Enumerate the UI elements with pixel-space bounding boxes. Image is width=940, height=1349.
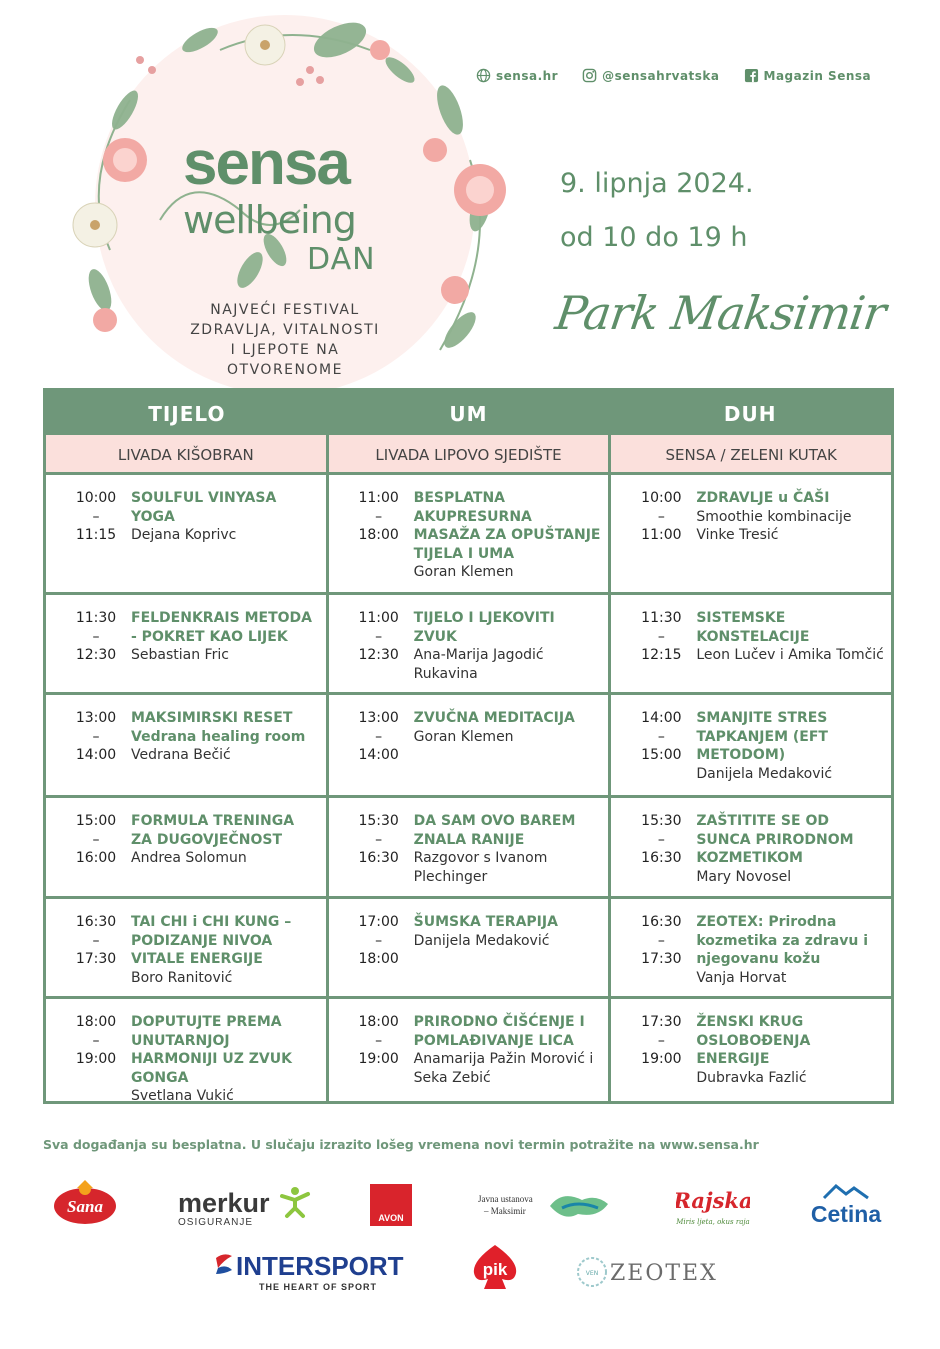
session-end-time: 14:00 (358, 747, 399, 763)
schedule-cell (611, 695, 891, 795)
time-separator: – (375, 728, 383, 745)
merkur-logo-text: merkur (178, 1188, 270, 1218)
facebook-icon (744, 68, 759, 83)
schedule-cell (611, 475, 891, 592)
time-separator: – (657, 831, 665, 848)
time-separator: – (375, 1032, 383, 1049)
session-end-time: 12:30 (75, 647, 117, 663)
session-presenter: Anamarija Pažin Morović i Seka Zebić (413, 1051, 594, 1086)
time-separator: – (92, 831, 100, 848)
session-end-time: 15:00 (641, 747, 682, 763)
sponsor-sana-logo (52, 1180, 118, 1230)
time-separator: – (92, 932, 100, 949)
schedule-cell (46, 999, 329, 1103)
session-start-time: 15:00 (75, 813, 117, 829)
schedule-cell (611, 595, 891, 692)
cetina-logo-text: Cetina (810, 1201, 882, 1226)
social-link-label: sensa.hr (496, 68, 559, 83)
schedule-row (46, 695, 891, 798)
pik-logo-text: pik (482, 1260, 508, 1279)
schedule-cell (611, 798, 891, 896)
session-presenter: Goran Klemen (413, 728, 514, 745)
session-title: DA SAM OVO BAREM ZNALA RANIJE (413, 813, 576, 848)
session-time (344, 609, 414, 682)
social-link-facebook[interactable] (744, 68, 872, 83)
session-presenter: Leon Lučev i Amika Tomčić (696, 647, 884, 663)
session-info (696, 812, 885, 886)
schedule-row (46, 999, 891, 1103)
time-separator: – (657, 932, 665, 949)
rajska-logo-graphic (676, 1186, 750, 1230)
session-title: FELDENKRAIS METODA - POKRET KAO LIJEK (131, 610, 312, 645)
pik-logo-graphic (470, 1243, 520, 1291)
session-presenter: Vanja Horvat (696, 969, 787, 986)
rajska-logo-subtext: Miris ljeta, okus raja (676, 1218, 750, 1226)
sponsor-maksimir-logo (478, 1188, 614, 1228)
tagline-line: OTVORENOME (227, 362, 343, 378)
session-presenter: Dejana Koprivc (131, 527, 237, 543)
session-time (61, 609, 131, 682)
session-presenter: Dubravka Fazlić (696, 1069, 807, 1086)
session-end-time: 17:30 (641, 951, 682, 967)
session-end-time: 19:00 (358, 1051, 399, 1067)
session-end-time: 14:00 (75, 747, 117, 763)
session-presenter: Mary Novosel (696, 868, 792, 885)
time-separator: – (92, 508, 100, 525)
venue-livada-kisobran: LIVADA KIŠOBRAN (46, 435, 329, 472)
session-start-time: 13:00 (75, 710, 117, 726)
session-info (696, 489, 885, 582)
session-subtitle: Vedrana healing room (131, 728, 306, 745)
session-start-time: 18:00 (358, 1014, 399, 1030)
session-presenter: Svetlana Vukić (131, 1088, 234, 1104)
footnote: Sva događanja su besplatna. U slučaju izrazito lošeg vremena novi termin potražite na www.sensa.hr (43, 1137, 759, 1152)
tagline (160, 300, 410, 380)
zeotex-badge-text: VEN (585, 1270, 599, 1277)
session-end-time: 16:30 (358, 850, 399, 866)
session-info (414, 709, 603, 785)
schedule-rows (46, 475, 891, 1103)
session-info (131, 812, 320, 886)
session-start-time: 18:00 (75, 1014, 117, 1030)
session-start-time: 16:30 (641, 914, 682, 930)
schedule-cell (46, 899, 329, 996)
tagline-line: NAJVEĆI FESTIVAL (210, 302, 360, 318)
zeotex-logo-graphic (576, 1255, 720, 1289)
session-time (61, 913, 131, 986)
schedule-cell (329, 595, 612, 692)
session-start-time: 11:30 (75, 610, 117, 626)
time-separator: – (375, 628, 383, 645)
session-time (626, 1013, 696, 1093)
session-presenter: Smoothie kombinacije Vinke Tresić (696, 508, 852, 543)
session-info (414, 489, 603, 582)
session-title: PRIRODNO ČIŠĆENJE I POMLAĐIVANJE LICA (413, 1014, 585, 1049)
social-link-instagram[interactable] (582, 68, 719, 83)
session-info (131, 609, 320, 682)
session-presenter: Sebastian Fric (131, 647, 229, 663)
session-start-time: 11:00 (358, 490, 399, 506)
session-start-time: 15:30 (641, 813, 682, 829)
event-hours: od 10 do 19 h (560, 222, 748, 253)
schedule-cell (611, 999, 891, 1103)
cetina-logo-graphic (806, 1184, 886, 1226)
sponsor-intersport-logo (214, 1248, 422, 1296)
session-info (131, 489, 320, 582)
session-title: ZVUČNA MEDITACIJA (413, 710, 575, 726)
session-time (626, 709, 696, 785)
sponsor-rajska-logo (676, 1186, 750, 1234)
session-info (696, 609, 885, 682)
social-links (476, 68, 871, 83)
column-header-tijelo: TIJELO (148, 402, 226, 426)
session-info (414, 609, 603, 682)
schedule-cell (329, 798, 612, 896)
schedule-row (46, 475, 891, 595)
session-start-time: 16:30 (75, 914, 117, 930)
session-title: TIJELO I LJEKOVITI ZVUK (413, 610, 555, 645)
session-title: TAI CHI i CHI KUNG – PODIZANJE NIVOA VITALE ENERGIJE (131, 914, 292, 967)
session-time (344, 709, 414, 785)
session-title: ZEOTEX: Prirodna kozmetika za zdravu i njegovanu kožu (696, 914, 869, 967)
session-info (131, 709, 320, 785)
column-header-um: UM (449, 402, 488, 426)
globe-icon (476, 68, 491, 83)
session-title: MAKSIMIRSKI RESET (131, 710, 293, 726)
session-end-time: 19:00 (641, 1051, 682, 1067)
session-presenter: Andrea Solomun (131, 850, 247, 866)
venue-livada-lipovo-sjediste: LIVADA LIPOVO SJEDIŠTE (329, 435, 612, 472)
zeotex-logo-text: ZEOTEX (610, 1261, 718, 1286)
schedule-cell (329, 475, 612, 592)
session-presenter: Goran Klemen (413, 564, 514, 580)
session-time (344, 489, 414, 582)
session-title: SOULFUL VINYASA YOGA (131, 490, 277, 525)
sana-logo-graphic (52, 1180, 118, 1226)
session-end-time: 12:30 (358, 647, 399, 663)
merkur-logo-graphic (178, 1186, 313, 1228)
wellbeing-logo-text: wellbeing (183, 198, 356, 242)
session-end-time: 11:15 (75, 527, 117, 543)
session-title: ZDRAVLJE u ČAŠI (696, 490, 830, 506)
session-start-time: 14:00 (641, 710, 682, 726)
tagline-line: ZDRAVLJA, VITALNOSTI (190, 322, 380, 338)
session-start-time: 10:00 (75, 490, 117, 506)
session-start-time: 11:30 (641, 610, 682, 626)
session-presenter: Ana-Marija Jagodić Rukavina (413, 647, 544, 682)
session-start-time: 10:00 (641, 490, 682, 506)
sana-logo-text: Sana (67, 1197, 103, 1216)
time-separator: – (657, 1032, 665, 1049)
schedule-cell (46, 798, 329, 896)
session-time (344, 913, 414, 986)
dan-logo-text: DAN (307, 242, 376, 277)
schedule-cell (46, 475, 329, 592)
social-link-website[interactable] (476, 68, 558, 83)
social-link-label: @sensahrvatska (602, 68, 720, 83)
sponsor-merkur-logo (178, 1186, 313, 1232)
session-end-time: 16:00 (75, 850, 117, 866)
session-time (626, 913, 696, 986)
session-presenter: Razgovor s Ivanom Plechinger (413, 850, 548, 885)
schedule-row (46, 595, 891, 695)
session-info (414, 913, 603, 986)
time-separator: – (92, 728, 100, 745)
schedule-venue-row (46, 435, 891, 475)
maksimir-logo-line2: – Maksimir (484, 1206, 526, 1216)
session-info (696, 913, 885, 986)
maksimir-logo-line1: Javna ustanova (478, 1194, 533, 1204)
time-separator: – (375, 932, 383, 949)
session-title: FORMULA TRENINGA ZA DUGOVJEČNOST (131, 813, 295, 848)
session-presenter: Boro Ranitović (131, 969, 233, 986)
session-end-time: 19:00 (75, 1051, 117, 1067)
schedule-row (46, 899, 891, 999)
tagline-line: I LJEPOTE NA (230, 342, 340, 358)
schedule-row (46, 798, 891, 899)
schedule-cell (46, 695, 329, 795)
schedule-column-headers (46, 391, 891, 435)
session-info (696, 1013, 885, 1093)
session-start-time: 15:30 (358, 813, 399, 829)
session-title: ŽENSKI KRUG OSLOBOĐENJA ENERGIJE (696, 1014, 811, 1067)
schedule-cell (46, 595, 329, 692)
session-info (414, 1013, 603, 1093)
maksimir-logo-graphic (478, 1188, 614, 1224)
social-link-label: Magazin Sensa (763, 68, 872, 83)
session-time (626, 812, 696, 886)
time-separator: – (657, 628, 665, 645)
session-time (626, 609, 696, 682)
avon-logo-text: AVON (378, 1213, 404, 1223)
session-time (61, 1013, 131, 1093)
sponsor-avon-logo (370, 1184, 412, 1226)
column-header-duh: DUH (723, 402, 777, 426)
session-end-time: 16:30 (641, 850, 682, 866)
session-title: DOPUTUJTE PREMA UNUTARNJOJ HARMONIJI UZ ZVUK GONGA (131, 1014, 292, 1086)
schedule-cell (329, 695, 612, 795)
time-separator: – (92, 628, 100, 645)
time-separator: – (375, 831, 383, 848)
time-separator: – (92, 1032, 100, 1049)
rajska-logo-text: Rajska (676, 1188, 750, 1213)
session-info (696, 709, 885, 785)
schedule-cell (329, 999, 612, 1103)
session-presenter: Danijela Medaković (413, 932, 550, 949)
intersport-logo-text: INTERSPORT (236, 1251, 404, 1281)
session-start-time: 13:00 (358, 710, 399, 726)
session-end-time: 18:00 (358, 527, 399, 543)
session-time (61, 709, 131, 785)
session-info (131, 913, 320, 986)
time-separator: – (657, 508, 665, 525)
instagram-icon (582, 68, 597, 83)
session-title: SISTEMSKE KONSTELACIJE (696, 610, 810, 645)
session-time (61, 489, 131, 582)
session-time (344, 812, 414, 886)
session-info (414, 812, 603, 886)
sponsor-pik-logo (470, 1243, 520, 1295)
session-title: ŠUMSKA TERAPIJA (413, 914, 558, 930)
session-end-time: 11:00 (641, 527, 682, 543)
session-time (61, 812, 131, 886)
schedule-table (43, 388, 894, 1104)
intersport-logo-subtext: THE HEART OF SPORT (258, 1282, 378, 1292)
session-time (626, 489, 696, 582)
session-start-time: 17:30 (641, 1014, 682, 1030)
venue-sensa-zeleni-kutak: SENSA / ZELENI KUTAK (665, 446, 837, 464)
session-start-time: 17:00 (358, 914, 399, 930)
session-title: ZAŠTITITE SE OD SUNCA PRIRODNOM KOZMETIKOM (696, 813, 854, 866)
session-end-time: 17:30 (75, 951, 117, 967)
time-separator: – (657, 728, 665, 745)
schedule-cell (329, 899, 612, 996)
sponsor-zeotex-logo (576, 1255, 720, 1293)
session-title: SMANJITE STRES TAPKANJEM (EFT METODOM) (696, 710, 828, 763)
session-time (344, 1013, 414, 1093)
sponsor-cetina-logo (806, 1184, 886, 1230)
merkur-logo-subtext: OSIGURANJE (178, 1217, 254, 1228)
time-separator: – (375, 508, 383, 525)
event-date: 9. lipnja 2024. (560, 168, 754, 199)
intersport-logo-graphic (214, 1248, 422, 1292)
session-presenter: Danijela Medaković (696, 765, 833, 782)
session-start-time: 11:00 (358, 610, 399, 626)
session-end-time: 18:00 (358, 951, 399, 967)
event-venue: Park Maksimir (552, 286, 889, 340)
sensa-logo-text: sensa (183, 129, 349, 198)
session-title: BESPLATNA AKUPRESURNA MASAŽA ZA OPUŠTANJE TIJELA I UMA (413, 490, 601, 562)
session-end-time: 12:15 (641, 647, 682, 663)
session-info (131, 1013, 320, 1104)
session-presenter: Vedrana Bečić (131, 747, 231, 763)
schedule-cell (611, 899, 891, 996)
